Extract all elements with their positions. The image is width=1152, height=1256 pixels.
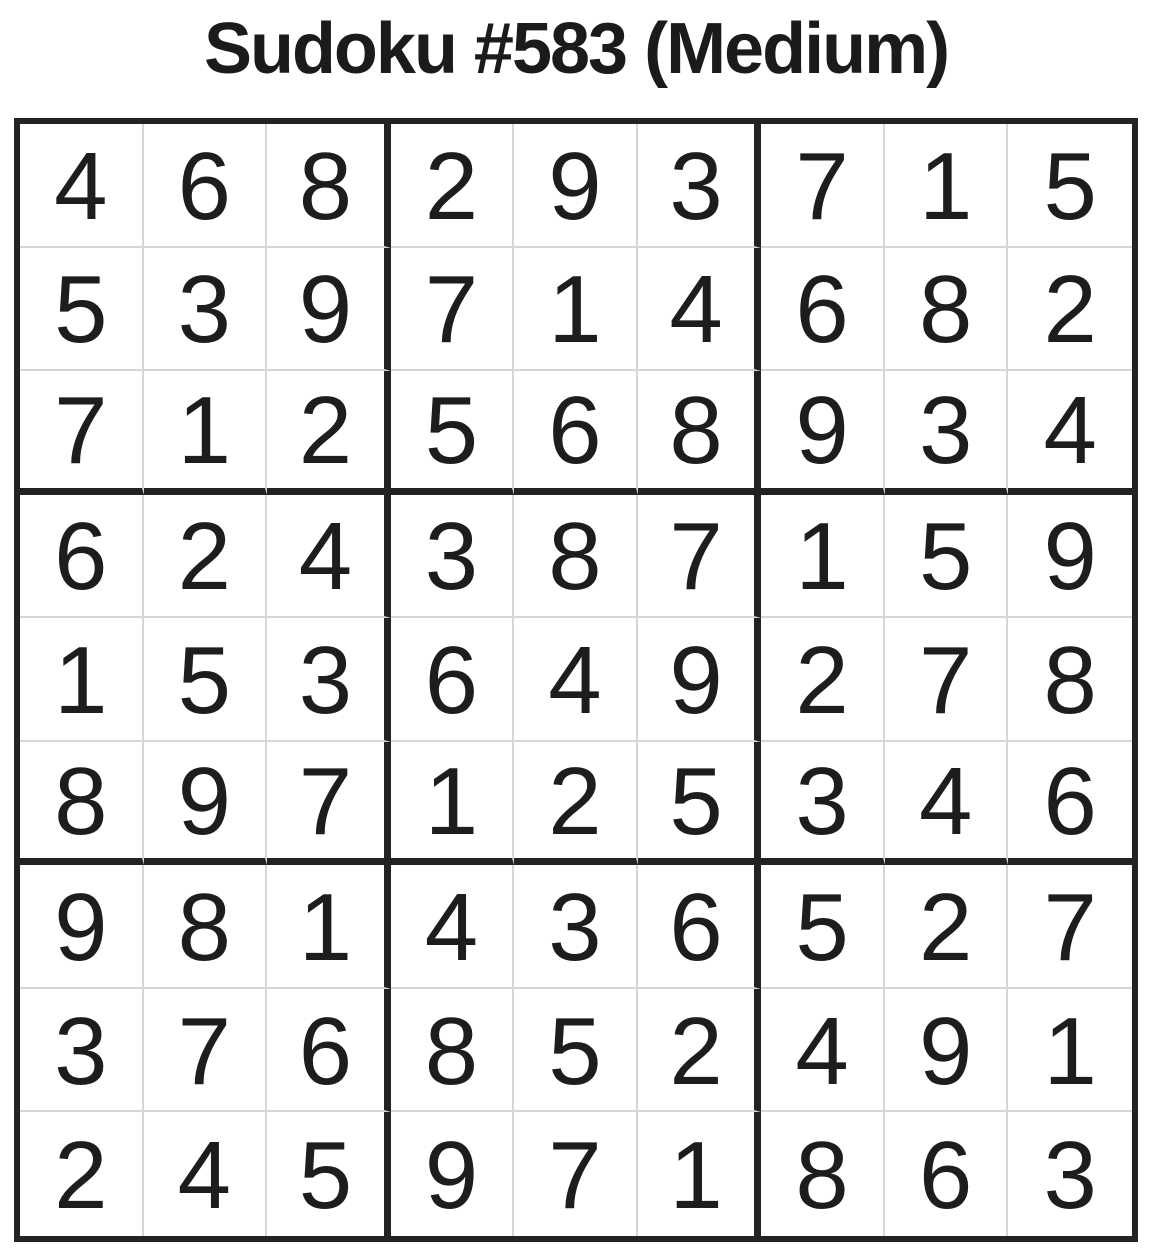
sudoku-cell: 5 [391,371,515,495]
sudoku-cell: 1 [761,495,885,619]
sudoku-cell: 7 [20,371,144,495]
sudoku-cell: 1 [144,371,268,495]
sudoku-cell: 1 [885,124,1009,248]
sudoku-cell: 5 [638,742,762,866]
sudoku-cell: 4 [514,618,638,742]
sudoku-cell: 1 [267,865,391,989]
sudoku-cell: 7 [885,618,1009,742]
sudoku-cell: 3 [761,742,885,866]
page-title: Sudoku #583 (Medium) [203,9,949,89]
sudoku-cell: 2 [638,989,762,1113]
sudoku-cell: 9 [267,248,391,372]
sudoku-cell: 9 [391,1112,515,1236]
sudoku-cell: 1 [391,742,515,866]
sudoku-cell: 6 [391,618,515,742]
sudoku-cell: 2 [761,618,885,742]
sudoku-cell: 4 [885,742,1009,866]
sudoku-cell: 5 [267,1112,391,1236]
sudoku-cell: 3 [638,124,762,248]
sudoku-cell: 6 [267,989,391,1113]
sudoku-cell: 6 [1008,742,1132,866]
sudoku-cell: 8 [1008,618,1132,742]
sudoku-cell: 8 [638,371,762,495]
sudoku-cell: 1 [20,618,144,742]
sudoku-cell: 7 [1008,865,1132,989]
sudoku-cell: 4 [267,495,391,619]
sudoku-cell: 4 [20,124,144,248]
sudoku-cell: 5 [761,865,885,989]
sudoku-cell: 9 [144,742,268,866]
sudoku-cell: 7 [761,124,885,248]
sudoku-cell: 3 [1043,1122,1097,1230]
sudoku-cell: 5 [144,618,268,742]
sudoku-cell: 7 [514,1112,638,1236]
sudoku-cell: 3 [267,618,391,742]
sudoku-cell: 9 [761,371,885,495]
sudoku-cell: 9 [885,989,1009,1113]
sudoku-cell: 3 [885,371,1009,495]
sudoku-cell: 9 [20,865,144,989]
sudoku-cell: 2 [1008,248,1132,372]
sudoku-cell: 1 [1008,989,1132,1113]
sudoku-cell: 9 [638,618,762,742]
sudoku-cell: 6 [514,371,638,495]
sudoku-cell: 3 [144,248,268,372]
sudoku-cell: 2 [144,495,268,619]
sudoku-cell: 8 [885,248,1009,372]
sudoku-cell: 3 [514,865,638,989]
sudoku-cell: 5 [885,495,1009,619]
sudoku-cell: 6 [638,865,762,989]
sudoku-cell: 4 [1008,371,1132,495]
sudoku-cell: 2 [267,371,391,495]
sudoku-cell: 9 [514,124,638,248]
sudoku-cell: 5 [514,989,638,1113]
sudoku-cell: 4 [391,865,515,989]
sudoku-cell: 3 [391,495,515,619]
sudoku-cell: 6 [20,495,144,619]
sudoku-cell: 4 [638,248,762,372]
sudoku-cell: 9 [1008,495,1132,619]
sudoku-cell: 3 [20,989,144,1113]
sudoku-cell: 2 [20,1112,144,1236]
sudoku-cell: 1 [638,1112,762,1236]
sudoku-cell: 7 [638,495,762,619]
sudoku-cell: 8 [267,124,391,248]
sudoku-cell: 8 [20,742,144,866]
sudoku-cell: 1 [514,248,638,372]
sudoku-cell: 6 [144,124,268,248]
sudoku-cell: 6 [761,248,885,372]
sudoku-cell: 7 [391,248,515,372]
sudoku-cell: 8 [391,989,515,1113]
sudoku-cell: 2 [885,865,1009,989]
sudoku-cell: 5 [1008,124,1132,248]
sudoku-cell: 2 [391,124,515,248]
sudoku-cell: 2 [514,742,638,866]
sudoku-cell: 4 [144,1112,268,1236]
sudoku-cell: 7 [144,989,268,1113]
sudoku-cell: 5 [20,248,144,372]
sudoku-cell: 8 [761,1112,885,1236]
sudoku-cell: 4 [761,989,885,1113]
sudoku-cell: 8 [144,865,268,989]
sudoku-grid [14,118,1138,1242]
sudoku-cell: 8 [514,495,638,619]
sudoku-cell: 6 [885,1112,1009,1236]
sudoku-cell: 7 [267,742,391,866]
